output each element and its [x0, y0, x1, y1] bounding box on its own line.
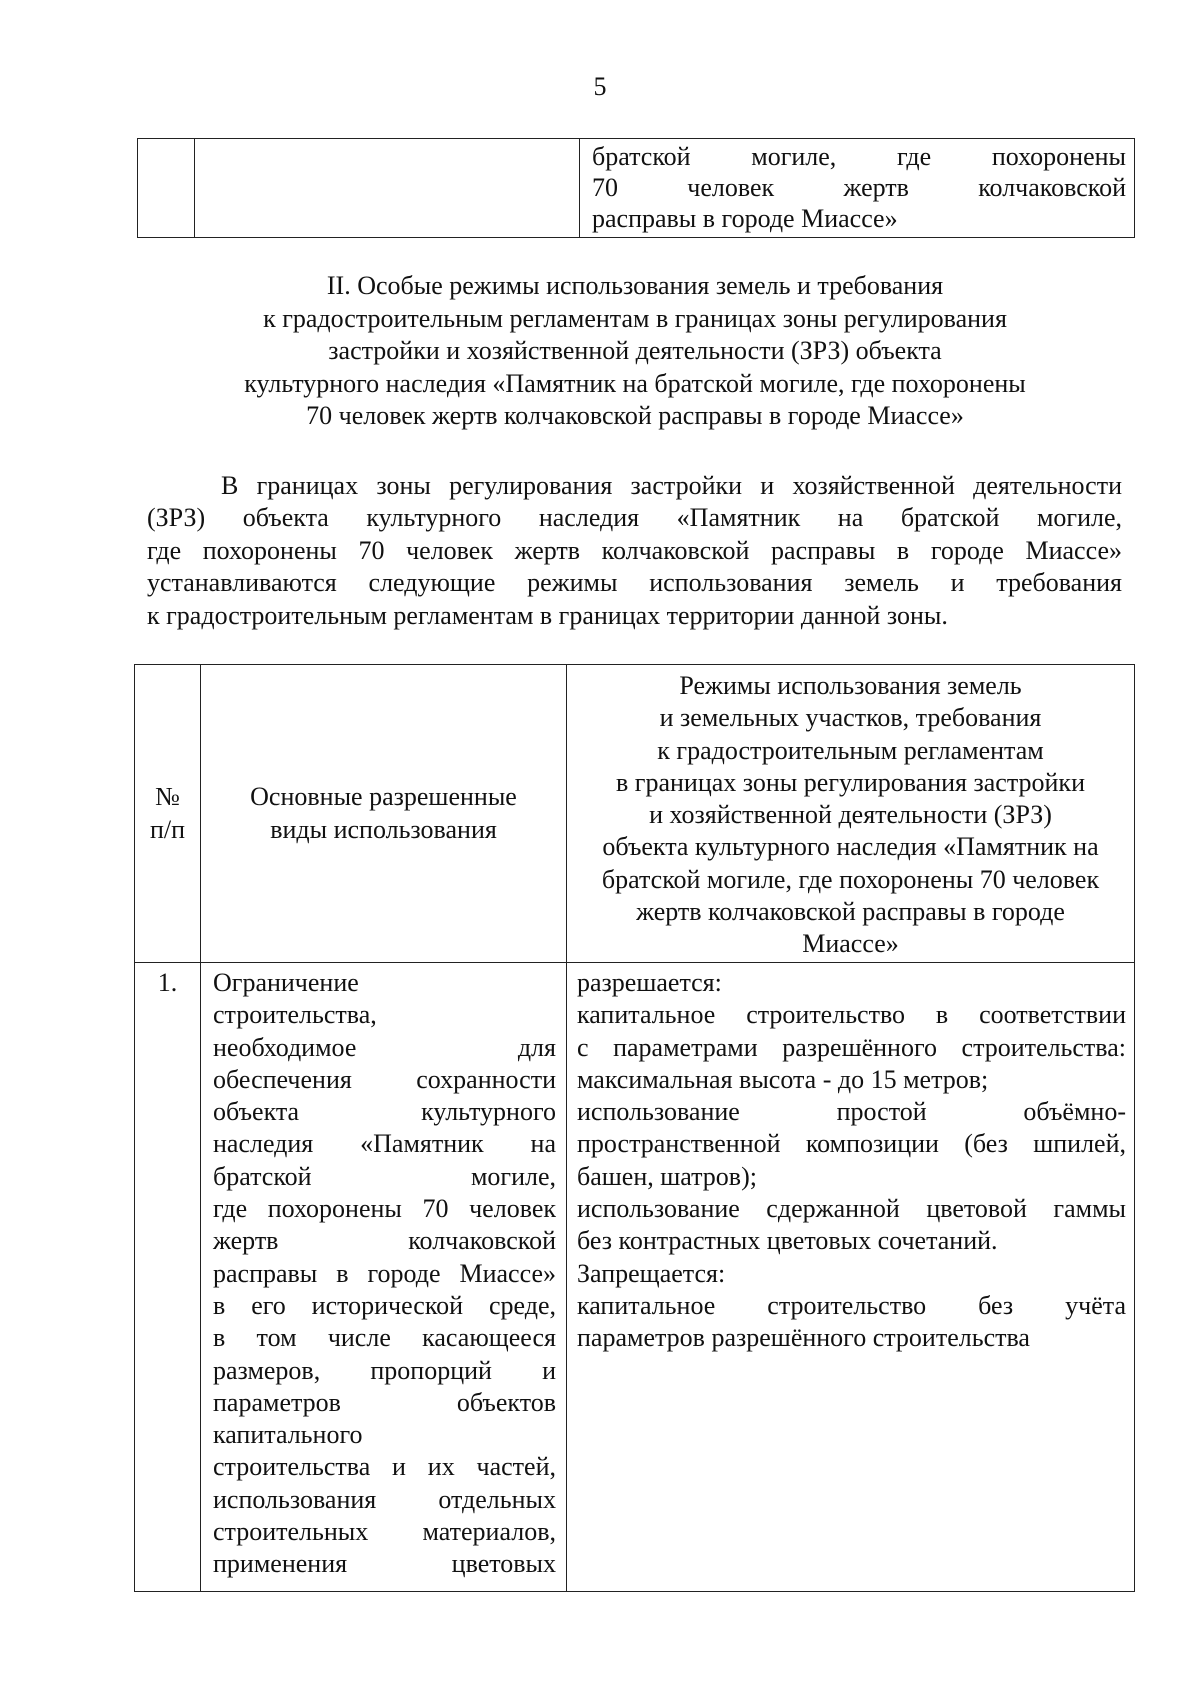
- header-line: объекта культурного наследия «Памятник на: [602, 832, 1099, 862]
- cell-line: максимальная высота - до 15 метров;: [577, 1064, 989, 1094]
- paragraph-line: (ЗРЗ) объекта культурного наследия «Памятник на братской могиле,: [147, 503, 1122, 533]
- cell-text-line: братской могиле, где похоронены: [592, 142, 1126, 171]
- cell-line: жертв колчаковской: [213, 1226, 556, 1256]
- paragraph-line: В границах зоны регулирования застройки и хозяйственной деятельности: [221, 471, 1122, 500]
- paragraph-line: устанавливаются следующие режимы использования земель и требования: [147, 568, 1122, 598]
- header-line: Миассе»: [802, 929, 899, 959]
- table-header-row: [135, 665, 1135, 963]
- cell-line: разрешается:: [577, 968, 722, 997]
- cell-text-line: расправы в городе Миассе»: [592, 204, 898, 233]
- cell-line: использование сдержанной цветовой гаммы: [577, 1194, 1126, 1224]
- page-number: 5: [593, 72, 607, 101]
- header-line: и хозяйственной деятельности (ЗРЗ): [649, 800, 1052, 830]
- heading-line: застройки и хозяйственной деятельности (ЗРЗ) объекта: [328, 336, 942, 365]
- regimes-table: [134, 664, 1135, 1592]
- section-heading: [0, 270, 1200, 433]
- header-line: и земельных участков, требования: [659, 703, 1042, 733]
- cell-line: Запрещается:: [577, 1258, 726, 1288]
- cell-line: капитального: [213, 1420, 363, 1450]
- header-line: к градостроительным регламентам: [657, 735, 1044, 765]
- cell-line: объекта культурного: [213, 1097, 556, 1127]
- cell-line: башен, шатров);: [577, 1161, 757, 1191]
- cell-line: в его исторической среде,: [213, 1290, 556, 1320]
- cell-line: в том числе касающееся: [213, 1323, 556, 1353]
- header-regimes: [567, 665, 1135, 963]
- heading-line: к градостроительным регламентам в границах зоны регулирования: [263, 303, 1007, 333]
- uses-cell: [195, 139, 580, 238]
- cell-line: строительства,: [213, 1000, 377, 1030]
- cell-line: обеспечения сохранности: [213, 1064, 556, 1094]
- cell-line: где похоронены 70 человек: [213, 1194, 556, 1224]
- table-row: [135, 963, 1135, 1592]
- cell-line: параметров объектов: [213, 1387, 556, 1417]
- cell-line: пространственной композиции (без шпилей,: [577, 1129, 1126, 1159]
- cell-line: параметров разрешённого строительства: [577, 1323, 1030, 1353]
- header-line: в границах зоны регулирования застройки: [616, 767, 1085, 797]
- continuation-table: [137, 138, 1135, 238]
- header-line: братской могиле, где похоронены 70 человек: [601, 864, 1100, 894]
- row-number: 1.: [135, 963, 201, 1592]
- cell-line: необходимое для: [213, 1032, 556, 1062]
- header-line: №: [155, 782, 180, 812]
- cell-line: строительных материалов,: [213, 1517, 556, 1547]
- cell-line: размеров, пропорций и: [213, 1355, 556, 1385]
- uses-cell: [201, 963, 567, 1592]
- paragraph-line: где похоронены 70 человек жертв колчаковской расправы в городе Миассе»: [147, 535, 1122, 565]
- cell-line: Ограничение: [213, 968, 359, 997]
- header-line: виды использования: [270, 814, 497, 844]
- cell-line: капитальное строительство в соответствии: [577, 1000, 1126, 1030]
- cell-line: без контрастных цветовых сочетаний.: [577, 1226, 998, 1256]
- header-line: п/п: [149, 814, 186, 844]
- header-line: Основные разрешенные: [250, 782, 517, 812]
- cell-line: использования отдельных: [213, 1484, 556, 1514]
- cell-line: наследия «Памятник на: [213, 1129, 556, 1159]
- header-line: Режимы использования земель: [679, 671, 1022, 700]
- header-uses: [201, 665, 567, 963]
- paragraph-line: к градостроительным регламентам в границах территории данной зоны.: [147, 600, 948, 630]
- heading-line: 70 человек жертв колчаковской расправы в городе Миассе»: [306, 401, 964, 430]
- cell-text-line: 70 человек жертв колчаковской: [592, 173, 1126, 202]
- header-number: [135, 665, 201, 963]
- cell-line: применения цветовых: [213, 1549, 556, 1579]
- cell-line: братской могиле,: [213, 1161, 556, 1191]
- cell-line: капитальное строительство без учёта: [577, 1290, 1126, 1320]
- regimes-cell: [567, 963, 1135, 1592]
- cell-line: использование простой объёмно-: [577, 1097, 1126, 1127]
- header-line: жертв колчаковской расправы в городе: [636, 897, 1065, 927]
- number-cell: [138, 139, 195, 238]
- cell-line: строительства и их частей,: [213, 1452, 556, 1482]
- cell-line: с параметрами разрешённого строительства:: [577, 1032, 1126, 1062]
- cell-line: расправы в городе Миассе»: [213, 1258, 556, 1288]
- intro-paragraph: [147, 470, 1122, 632]
- heading-line: культурного наследия «Памятник на братской могиле, где похоронены: [244, 368, 1026, 398]
- table-row: [138, 139, 1135, 238]
- regimes-cell: [580, 139, 1135, 238]
- heading-line: II. Особые режимы использования земель и требования: [326, 271, 944, 300]
